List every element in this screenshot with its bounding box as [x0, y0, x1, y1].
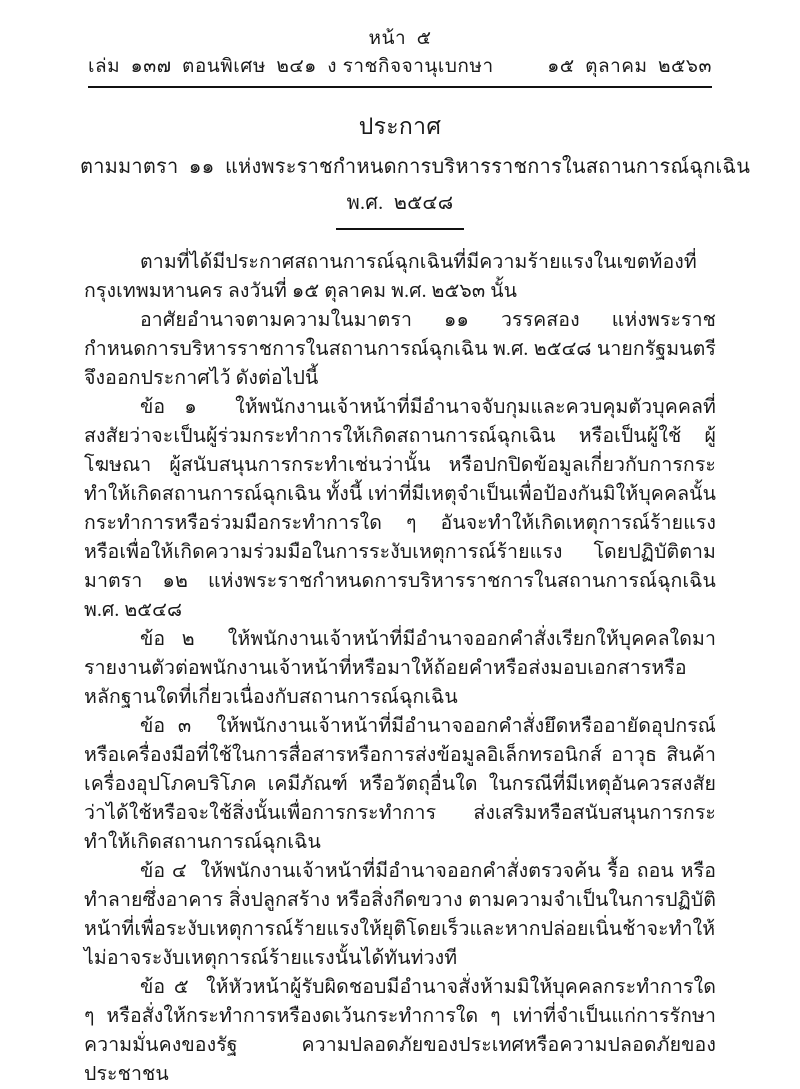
clause-2-text: ให้พนักงานเจ้าหน้าที่มีอำนาจออกคำสั่งเรียกให้บุคคลใดมารายงานตัวต่อพนักงานเจ้าหน้าที่หรือมาให้ถ้อยคำหรือส่งมอบเอกสารหรือหลักฐานใดที่เกี่ยวเนื่องกับสถานการณ์ฉุกเฉิน — [84, 628, 717, 708]
clause-5 — [84, 973, 716, 1089]
clause-1-number: ข้อ ๑ — [140, 396, 197, 418]
preamble-paragraph-2 — [84, 306, 716, 393]
clause-2-number: ข้อ ๒ — [140, 628, 195, 650]
clause-gap — [191, 716, 216, 737]
clause-2 — [84, 625, 716, 712]
clause-5-text: ให้หัวหน้าผู้รับผิดชอบมีอำนาจสั่งห้ามมิให้บุคคลกระทำการใด ๆ หรือสั่งให้กระทำการหรืองดเว้นกระทำการใด ๆ เท่าที่จำเป็นแก่การรักษาความมั่นคงของรัฐ ความปลอดภัยของประเทศหรือความปลอดภัยของประชาชน — [84, 976, 717, 1085]
gazette-header-row — [88, 54, 712, 80]
clause-3-number: ข้อ ๓ — [140, 715, 192, 737]
document-year: พ.ศ. ๒๕๔๘ — [346, 191, 454, 214]
gazette-date: ๑๕ ตุลาคม ๒๕๖๓ — [547, 55, 712, 77]
clause-3-text: ให้พนักงานเจ้าหน้าที่มีอำนาจออกคำสั่งยึดหรืออายัดอุปกรณ์หรือเครื่องมือที่ใช้ในการสื่อสารหรือการส่งข้อมูลอิเล็กทรอนิกส์ อาวุธ สินค้า เครื่องอุปโภคบริโภค เคมีภัณฑ์ หรือวัตถุอื่นใด ในกรณีที่มีเหตุอันควรสงสัยว่าได้ใช้หรือจะใช้สิ่งนั้นเพื่อการกระทำการ ส่งเสริมหรือสนับสนุนการกระทำให้เกิดสถานการณ์ฉุกเฉิน — [84, 715, 716, 853]
gazette-volume-issue: เล่ม ๑๓๗ ตอนพิเศษ ๒๔๑ ง — [88, 55, 338, 77]
gazette-name: ราชกิจจานุเบกษา — [342, 55, 494, 77]
clause-gap — [189, 977, 206, 998]
clause-1 — [84, 393, 716, 625]
title-block — [80, 88, 751, 230]
preamble-2-text: อาศัยอำนาจตามความในมาตรา ๑๑ วรรคสอง แห่งพระราชกำหนดการบริหารราชการในสถานการณ์ฉุกเฉิน พ.ศ. ๒๕๔๘ นายกรัฐมนตรีจึงออกประกาศไว้ ดังต่อไปนี้ — [84, 309, 716, 389]
clause-1-text: ให้พนักงานเจ้าหน้าที่มีอำนาจจับกุมและควบคุมตัวบุคคลที่สงสัยว่าจะเป็นผู้ร่วมกระทำการให้เกิดสถานการณ์ฉุกเฉิน หรือเป็นผู้ใช้ ผู้โฆษณา ผู้สนับสนุนการกระทำเช่นว่านั้น หรือปกปิดข้อมูลเกี่ยวกับการกระทำให้เกิดสถานการณ์ฉุกเฉิน ทั้งนี้ เท่าที่มีเหตุจำเป็นเพื่อป้องกันมิให้บุคคลนั้นกระทำการหรือร่วมมือกระทำการใด ๆ อันจะทำให้เกิดเหตุการณ์ร้ายแรง หรือเพื่อให้เกิดความร่วมมือในการระงับเหตุการณ์ร้ายแรง โดยปฏิบัติตามมาตรา ๑๒ แห่งพระราชกำหนดการบริหารราชการในสถานการณ์ฉุกเฉิน พ.ศ. ๒๕๔๘ — [84, 396, 717, 621]
document-subtitle: ตามมาตรา ๑๑ แห่งพระราชกำหนดการบริหารราชการในสถานการณ์ฉุกเฉิน — [80, 155, 751, 178]
clause-3 — [84, 712, 716, 857]
preamble-1-text: ตามที่ได้มีประกาศสถานการณ์ฉุกเฉินที่มีความร้ายแรงในเขตท้องที่กรุงเทพมหานคร ลงวันที่ ๑๕ ตุลาคม พ.ศ. ๒๕๖๓ นั้น — [84, 251, 697, 302]
clause-gap — [195, 629, 228, 650]
clause-4 — [84, 857, 716, 973]
gazette-header — [88, 0, 712, 79]
clause-gap — [197, 397, 235, 418]
clause-5-number: ข้อ ๕ — [140, 976, 189, 998]
clause-4-number: ข้อ ๔ — [140, 860, 187, 882]
clause-gap — [187, 861, 201, 882]
document-title: ประกาศ — [358, 114, 442, 140]
preamble-paragraph-1 — [84, 248, 716, 306]
clause-4-text: ให้พนักงานเจ้าหน้าที่มีอำนาจออกคำสั่งตรวจค้น รื้อ ถอน หรือทำลายซึ่งอาคาร สิ่งปลูกสร้าง หรือสิ่งกีดขวาง ตามความจำเป็นในการปฏิบัติหน้าที่เพื่อระงับเหตุการณ์ร้ายแรงให้ยุติโดยเร็วและหากปล่อยเนิ่นช้าจะทำให้ไม่อาจระงับเหตุการณ์ร้ายแรงนั้นได้ทันท่วงที — [84, 860, 717, 969]
document-body — [84, 230, 716, 1089]
page-number-label: หน้า ๕ — [368, 28, 432, 49]
